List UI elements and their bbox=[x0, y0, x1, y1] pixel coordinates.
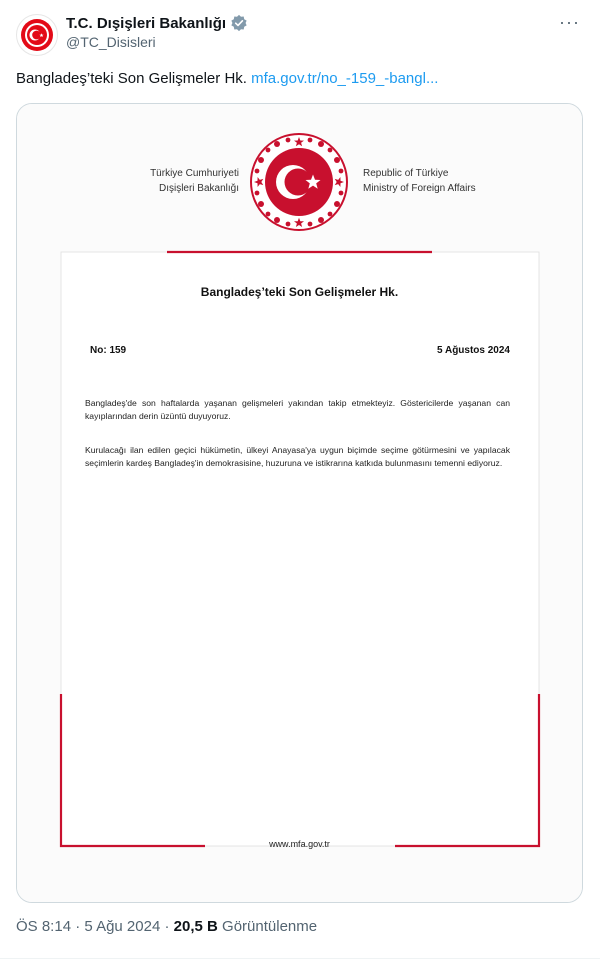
meta-separator: · bbox=[75, 918, 81, 935]
views-label: Görüntülenme bbox=[222, 918, 318, 935]
tweet-body: Bangladeş’teki Son Gelişmeler Hk. bbox=[16, 70, 247, 87]
ministry-tr-line1: Türkiye Cumhuriyeti bbox=[150, 168, 239, 179]
document-website: www.mfa.gov.tr bbox=[269, 839, 330, 849]
meta-separator-2: · bbox=[164, 918, 170, 935]
tweet-time[interactable]: ÖS 8:14 bbox=[16, 918, 72, 935]
ministry-tr-line2: Dışişleri Bakanlığı bbox=[158, 183, 239, 194]
more-options-button[interactable]: ··· bbox=[559, 12, 580, 32]
views-count: 20,5 B bbox=[173, 918, 218, 935]
tweet-meta bbox=[16, 918, 317, 935]
document-paragraph-1: Bangladeş'de son haftalarda yaşanan gelişmeleri yakından takip etmekteyiz. Göstericilerde yaşanan can kayıplarından derin üzüntü duyuyoruz. bbox=[85, 398, 510, 421]
tweet-text bbox=[16, 70, 438, 87]
verified-badge-icon bbox=[230, 14, 248, 32]
ministry-en-line2: Ministry of Foreign Affairs bbox=[363, 183, 476, 194]
account-handle[interactable]: @TC_Disisleri bbox=[66, 34, 156, 50]
document-title: Bangladeş’teki Son Gelişmeler Hk. bbox=[200, 285, 399, 299]
ministry-seal-icon bbox=[249, 132, 349, 232]
avatar[interactable] bbox=[16, 14, 58, 56]
tweet-date[interactable]: 5 Ağu 2024 bbox=[84, 918, 161, 935]
tweet-media-image[interactable] bbox=[16, 103, 583, 903]
document-paragraph-2: Kurulacağı ilan edilen geçici hükümetin, ülkeyi Anayasa'ya uygun biçimde seçime götürmesini ve yapılacak seçimlerin kardeş Bangladeş'in demokrasisine, huzuruna ve istikrarına katkıda bulunmasını temenni ediyoruz. bbox=[85, 445, 510, 468]
ministry-name-tr bbox=[147, 166, 239, 196]
tweet-header bbox=[16, 12, 584, 56]
display-name[interactable]: T.C. Dışişleri Bakanlığı bbox=[66, 14, 227, 32]
ministry-emblem-icon bbox=[17, 15, 57, 55]
tweet-link[interactable]: mfa.gov.tr/no_-159_-bangl... bbox=[251, 70, 439, 87]
account-name-row[interactable] bbox=[66, 14, 248, 32]
ministry-name-en bbox=[363, 166, 493, 196]
document-number: No: 159 bbox=[90, 345, 127, 356]
ministry-en-line1: Republic of Türkiye bbox=[363, 168, 449, 179]
document-date: 5 Ağustos 2024 bbox=[437, 345, 510, 356]
